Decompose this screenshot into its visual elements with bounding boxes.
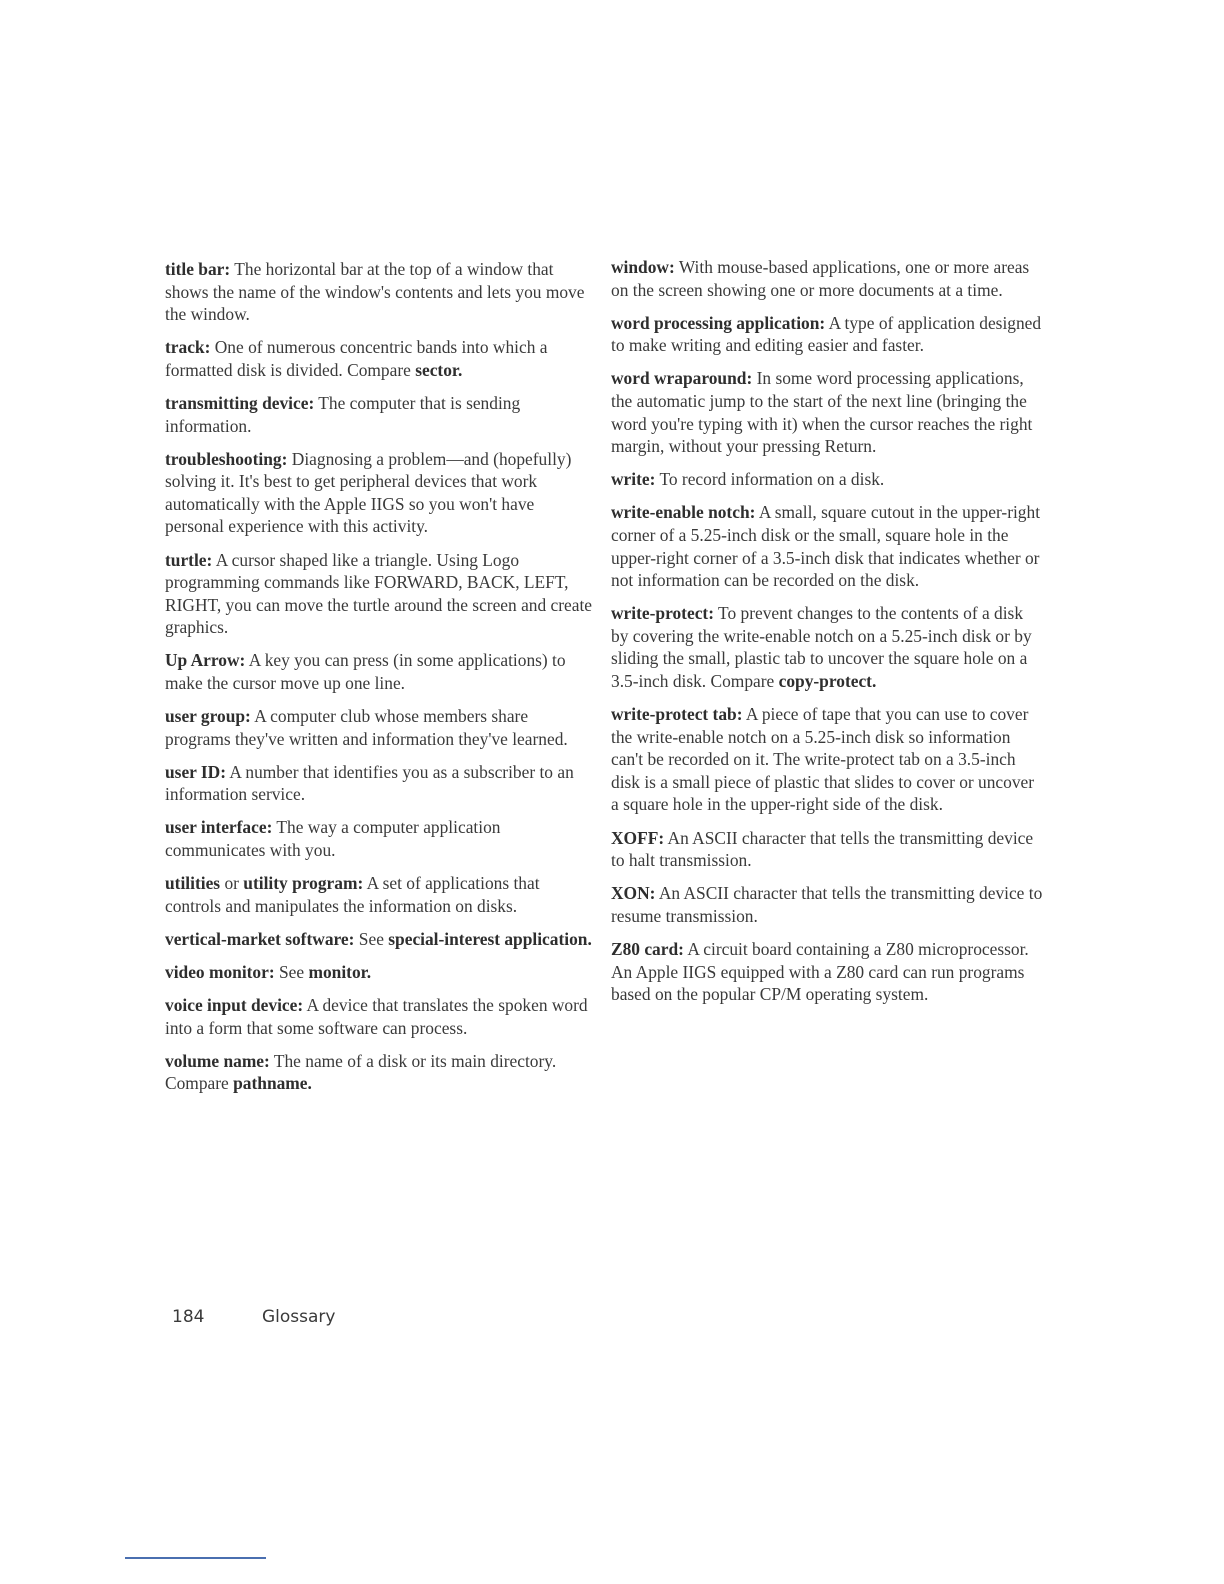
bottom-divider <box>125 1557 266 1559</box>
glossary-entry <box>165 705 595 750</box>
entry-definition: See <box>358 928 384 949</box>
glossary-entry <box>611 827 1043 872</box>
cross-reference: special-interest application. <box>388 928 592 949</box>
entry-term: vertical-market software: <box>165 928 355 949</box>
entry-definition: A cursor shaped like a triangle. Using Logo programming commands like FORWARD, BACK, LEFT, RIGHT, you can move the turtle around the screen and create graphics. <box>165 549 593 638</box>
entry-term: track: <box>165 337 211 358</box>
entry-term: volume name: <box>165 1050 270 1071</box>
entry-term: video monitor: <box>165 961 275 982</box>
glossary-entry <box>165 448 595 538</box>
entry-term: write: <box>611 469 656 490</box>
entry-definition: Diagnosing a problem—and (hopefully) solving it. It's best to get peripheral devices that work automatically with the Apple IIGS so you won't have personal experience with this activity. <box>165 448 572 537</box>
entry-definition: A key you can press (in some applications) to make the cursor move up one line. <box>165 650 566 693</box>
entry-definition: In some word processing applications, the automatic jump to the start of the next line (bringing the word you're typing with it) when the cursor reaches the right margin, without your pressing Return. <box>611 368 1033 457</box>
entry-definition: A circuit board containing a Z80 microprocessor. An Apple IIGS equipped with a Z80 card can run programs based on the popular CP/M operating system. <box>611 938 1029 1005</box>
glossary-entry <box>165 994 595 1039</box>
entry-definition: The name of a disk or its main directory. Compare <box>165 1050 557 1094</box>
entry-definition: The way a computer application communicates with you. <box>165 817 501 861</box>
glossary-entry <box>165 392 595 437</box>
entry-definition: A piece of tape that you can use to cover the write-enable notch on a 5.25-inch disk so information can't be recorded on it. The write-protect tab on a 3.5-inch disk is a small piece of plastic that slides to cover or uncover a square hole in the upper-right side of the disk. <box>611 704 1035 815</box>
glossary-entry <box>611 256 1043 301</box>
entry-definition: With mouse-based applications, one or more areas on the screen showing one or more documents at a time. <box>611 257 1030 300</box>
entry-term: transmitting device: <box>165 392 315 413</box>
glossary-entry <box>611 602 1043 692</box>
entry-definition: A type of application designed to make writing and editing easier and faster. <box>611 312 1042 356</box>
glossary-entry <box>165 336 595 381</box>
entry-definition: An ASCII character that tells the transmitting device to halt transmission. <box>611 827 1034 871</box>
entry-definition: A computer club whose members share programs they've written and information they've learned. <box>165 706 568 749</box>
glossary-entry <box>165 1050 595 1095</box>
entry-term: title bar: <box>165 259 231 279</box>
entry-definition: The horizontal bar at the top of a window that shows the name of the window's contents and lets you move the window. <box>165 259 585 325</box>
entry-term: XON: <box>611 883 656 904</box>
entry-term: write-protect: <box>611 603 714 624</box>
entry-term: voice input device: <box>165 995 304 1016</box>
glossary-entry <box>165 872 595 917</box>
left-column <box>165 258 595 1105</box>
glossary-entry <box>165 961 595 984</box>
entry-definition: The computer that is sending information. <box>165 392 521 436</box>
entry-connector: or <box>224 873 239 894</box>
glossary-entry <box>165 649 595 694</box>
glossary-entry <box>611 367 1043 457</box>
entry-definition: A set of applications that controls and manipulates the information on disks. <box>165 873 540 916</box>
entry-definition: An ASCII character that tells the transmitting device to resume transmission. <box>611 883 1043 926</box>
right-column <box>611 256 1043 1016</box>
cross-reference: sector. <box>415 359 463 380</box>
entry-term: Z80 card: <box>611 938 684 959</box>
page-number: 184 <box>172 1307 205 1327</box>
entry-definition: To prevent changes to the contents of a disk by covering the write-enable notch on a 5.25-inch disk or by sliding the small, plastic tab to uncover the square hole on a 3.5-inch disk. Compare <box>611 603 1032 691</box>
page-footer <box>172 1307 335 1327</box>
entry-term: word wraparound: <box>611 368 753 389</box>
entry-definition: A device that translates the spoken word into a form that some software can process. <box>165 995 588 1038</box>
entry-definition: To record information on a disk. <box>659 469 885 490</box>
entry-term: turtle: <box>165 549 213 570</box>
entry-term: write-enable notch: <box>611 502 756 523</box>
entry-definition: See <box>279 961 305 982</box>
glossary-entry <box>165 258 595 326</box>
glossary-entry <box>611 703 1043 816</box>
entry-term: write-protect tab: <box>611 704 743 725</box>
entry-definition: A small, square cutout in the upper-right corner of a 5.25-inch disk or the small, square hole in the upper-right corner of a 3.5-inch disk that indicates whether or not information can be recorded on the disk. <box>611 502 1041 591</box>
entry-term: utilities <box>165 873 221 894</box>
glossary-entry <box>611 501 1043 591</box>
entry-definition: A number that identifies you as a subscriber to an information service. <box>165 761 574 805</box>
glossary-entry <box>611 882 1043 927</box>
entry-term: window: <box>611 257 675 277</box>
glossary-entry <box>165 816 595 861</box>
entry-term: troubleshooting: <box>165 448 288 469</box>
entry-term: word processing application: <box>611 312 826 333</box>
glossary-entry <box>611 468 1043 491</box>
glossary-entry <box>611 938 1043 1006</box>
glossary-entry <box>165 549 595 639</box>
entry-term-alt: utility program: <box>243 873 364 894</box>
entry-term: user group: <box>165 706 251 727</box>
cross-reference: monitor. <box>308 961 372 982</box>
entry-term: user ID: <box>165 761 227 782</box>
entry-term: Up Arrow: <box>165 650 246 671</box>
glossary-entry <box>165 928 595 951</box>
section-name: Glossary <box>262 1307 336 1327</box>
entry-definition: One of numerous concentric bands into which a formatted disk is divided. Compare <box>165 337 548 380</box>
entry-term: XOFF: <box>611 827 665 848</box>
entry-term: user interface: <box>165 817 273 838</box>
glossary-entry <box>611 312 1043 357</box>
cross-reference: pathname. <box>233 1073 312 1094</box>
glossary-entry <box>165 761 595 806</box>
cross-reference: copy-protect. <box>778 671 877 691</box>
